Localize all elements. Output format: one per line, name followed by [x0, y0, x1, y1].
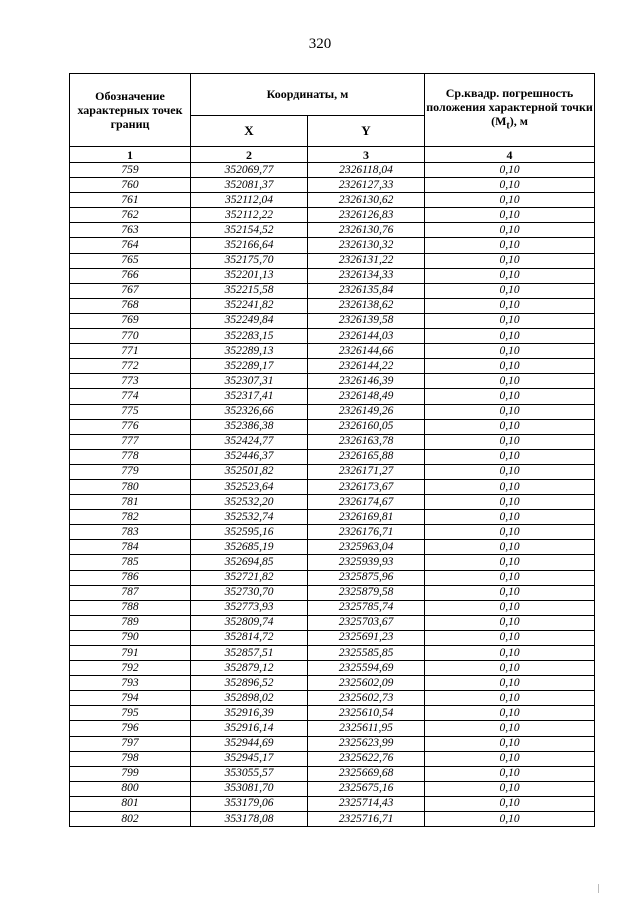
- table-row: [70, 615, 595, 630]
- table-row: [70, 268, 595, 283]
- point-id-cell: 793: [70, 676, 191, 691]
- point-id-cell: 789: [70, 615, 191, 630]
- table-row: [70, 736, 595, 751]
- y-coordinate-cell: 2325602,09: [308, 676, 425, 691]
- x-coordinate-cell: 352857,51: [191, 646, 308, 661]
- error-cell: 0,10: [425, 540, 595, 555]
- point-id-cell: 791: [70, 646, 191, 661]
- point-id-cell: 775: [70, 404, 191, 419]
- error-cell: 0,10: [425, 389, 595, 404]
- point-id-cell: 766: [70, 268, 191, 283]
- table-row: [70, 525, 595, 540]
- error-cell: 0,10: [425, 600, 595, 615]
- x-coordinate-cell: 352424,77: [191, 434, 308, 449]
- x-coordinate-cell: 352721,82: [191, 570, 308, 585]
- error-cell: 0,10: [425, 163, 595, 178]
- x-coordinate-cell: 352916,14: [191, 721, 308, 736]
- y-coordinate-cell: 2326130,32: [308, 238, 425, 253]
- y-coordinate-cell: 2325602,73: [308, 691, 425, 706]
- point-id-cell: 781: [70, 495, 191, 510]
- error-cell: 0,10: [425, 449, 595, 464]
- y-coordinate-cell: 2326146,39: [308, 374, 425, 389]
- error-cell: 0,10: [425, 630, 595, 645]
- point-id-cell: 795: [70, 706, 191, 721]
- error-cell: 0,10: [425, 268, 595, 283]
- point-id-cell: 764: [70, 238, 191, 253]
- table-row: [70, 178, 595, 193]
- y-coordinate-cell: 2325622,76: [308, 751, 425, 766]
- table-row: [70, 691, 595, 706]
- point-id-cell: 779: [70, 464, 191, 479]
- error-cell: 0,10: [425, 751, 595, 766]
- point-id-cell: 785: [70, 555, 191, 570]
- error-cell: 0,10: [425, 585, 595, 600]
- error-cell: 0,10: [425, 796, 595, 811]
- error-cell: 0,10: [425, 570, 595, 585]
- y-coordinate-cell: 2326118,04: [308, 163, 425, 178]
- table-row: [70, 570, 595, 585]
- x-coordinate-cell: 352595,16: [191, 525, 308, 540]
- error-cell: 0,10: [425, 313, 595, 328]
- error-cell: 0,10: [425, 510, 595, 525]
- error-cell: 0,10: [425, 736, 595, 751]
- point-id-cell: 782: [70, 510, 191, 525]
- x-coordinate-cell: 352944,69: [191, 736, 308, 751]
- error-cell: 0,10: [425, 661, 595, 676]
- point-id-cell: 800: [70, 781, 191, 796]
- y-coordinate-cell: 2326171,27: [308, 464, 425, 479]
- x-coordinate-cell: 352945,17: [191, 751, 308, 766]
- point-id-cell: 769: [70, 313, 191, 328]
- error-cell: 0,10: [425, 464, 595, 479]
- error-cell: 0,10: [425, 223, 595, 238]
- error-cell: 0,10: [425, 766, 595, 781]
- column-number-row: [70, 147, 595, 163]
- y-coordinate-cell: 2325669,68: [308, 766, 425, 781]
- table-row: [70, 434, 595, 449]
- table-row: [70, 781, 595, 796]
- table-row: [70, 359, 595, 374]
- error-cell: 0,10: [425, 495, 595, 510]
- scan-mark: [598, 884, 599, 893]
- y-coordinate-cell: 2326135,84: [308, 283, 425, 298]
- point-id-cell: 774: [70, 389, 191, 404]
- column-number: 2: [191, 147, 308, 163]
- x-coordinate-cell: 352501,82: [191, 464, 308, 479]
- x-coordinate-cell: 352215,58: [191, 283, 308, 298]
- x-coordinate-cell: 352069,77: [191, 163, 308, 178]
- header-error-suffix: ), м: [509, 114, 528, 129]
- y-coordinate-cell: 2326130,76: [308, 223, 425, 238]
- x-coordinate-cell: 352532,74: [191, 510, 308, 525]
- table-row: [70, 389, 595, 404]
- point-id-cell: 772: [70, 359, 191, 374]
- header-y: Y: [308, 115, 425, 146]
- point-id-cell: 792: [70, 661, 191, 676]
- y-coordinate-cell: 2326165,88: [308, 449, 425, 464]
- table-row: [70, 208, 595, 223]
- table-row: [70, 646, 595, 661]
- x-coordinate-cell: 352879,12: [191, 661, 308, 676]
- point-id-cell: 773: [70, 374, 191, 389]
- header-designation: Обозначение характерных точек границ: [70, 74, 191, 147]
- x-coordinate-cell: 352898,02: [191, 691, 308, 706]
- y-coordinate-cell: 2325875,96: [308, 570, 425, 585]
- y-coordinate-cell: 2325963,04: [308, 540, 425, 555]
- table-row: [70, 706, 595, 721]
- error-cell: 0,10: [425, 404, 595, 419]
- point-id-cell: 784: [70, 540, 191, 555]
- y-coordinate-cell: 2325714,43: [308, 796, 425, 811]
- y-coordinate-cell: 2325610,54: [308, 706, 425, 721]
- y-coordinate-cell: 2326174,67: [308, 495, 425, 510]
- column-number: 1: [70, 147, 191, 163]
- x-coordinate-cell: 352916,39: [191, 706, 308, 721]
- table-row: [70, 344, 595, 359]
- header-coordinates: Координаты, м: [191, 74, 425, 116]
- y-coordinate-cell: 2325785,74: [308, 600, 425, 615]
- y-coordinate-cell: 2326144,22: [308, 359, 425, 374]
- y-coordinate-cell: 2326173,67: [308, 479, 425, 494]
- y-coordinate-cell: 2325716,71: [308, 812, 425, 827]
- table-row: [70, 661, 595, 676]
- x-coordinate-cell: 352112,22: [191, 208, 308, 223]
- y-coordinate-cell: 2325611,95: [308, 721, 425, 736]
- y-coordinate-cell: 2326127,33: [308, 178, 425, 193]
- y-coordinate-cell: 2326163,78: [308, 434, 425, 449]
- page-number: 320: [308, 36, 332, 52]
- x-coordinate-cell: 352283,15: [191, 329, 308, 344]
- point-id-cell: 801: [70, 796, 191, 811]
- table-body: [70, 163, 595, 827]
- point-id-cell: 768: [70, 298, 191, 313]
- point-id-cell: 797: [70, 736, 191, 751]
- error-cell: 0,10: [425, 238, 595, 253]
- y-coordinate-cell: 2325691,23: [308, 630, 425, 645]
- error-cell: 0,10: [425, 178, 595, 193]
- table-row: [70, 812, 595, 827]
- y-coordinate-cell: 2326176,71: [308, 525, 425, 540]
- table-row: [70, 721, 595, 736]
- error-cell: 0,10: [425, 479, 595, 494]
- point-id-cell: 776: [70, 419, 191, 434]
- x-coordinate-cell: 353179,06: [191, 796, 308, 811]
- x-coordinate-cell: 352175,70: [191, 253, 308, 268]
- error-cell: 0,10: [425, 434, 595, 449]
- header-error: [425, 74, 595, 147]
- x-coordinate-cell: 352081,37: [191, 178, 308, 193]
- x-coordinate-cell: 352241,82: [191, 298, 308, 313]
- table-row: [70, 796, 595, 811]
- x-coordinate-cell: 352694,85: [191, 555, 308, 570]
- point-id-cell: 794: [70, 691, 191, 706]
- error-cell: 0,10: [425, 419, 595, 434]
- table-row: [70, 479, 595, 494]
- y-coordinate-cell: 2326131,22: [308, 253, 425, 268]
- point-id-cell: 787: [70, 585, 191, 600]
- x-coordinate-cell: 352730,70: [191, 585, 308, 600]
- error-cell: 0,10: [425, 253, 595, 268]
- error-cell: 0,10: [425, 781, 595, 796]
- x-coordinate-cell: 352289,17: [191, 359, 308, 374]
- error-cell: 0,10: [425, 193, 595, 208]
- error-cell: 0,10: [425, 329, 595, 344]
- error-cell: 0,10: [425, 374, 595, 389]
- x-coordinate-cell: 353081,70: [191, 781, 308, 796]
- x-coordinate-cell: 352896,52: [191, 676, 308, 691]
- point-id-cell: 786: [70, 570, 191, 585]
- point-id-cell: 783: [70, 525, 191, 540]
- y-coordinate-cell: 2326169,81: [308, 510, 425, 525]
- table-row: [70, 329, 595, 344]
- y-coordinate-cell: 2326148,49: [308, 389, 425, 404]
- error-cell: 0,10: [425, 646, 595, 661]
- x-coordinate-cell: 353178,08: [191, 812, 308, 827]
- table-row: [70, 464, 595, 479]
- x-coordinate-cell: 352446,37: [191, 449, 308, 464]
- error-cell: 0,10: [425, 208, 595, 223]
- y-coordinate-cell: 2325703,67: [308, 615, 425, 630]
- point-id-cell: 760: [70, 178, 191, 193]
- point-id-cell: 788: [70, 600, 191, 615]
- table-row: [70, 298, 595, 313]
- point-id-cell: 796: [70, 721, 191, 736]
- y-coordinate-cell: 2326126,83: [308, 208, 425, 223]
- table-row: [70, 585, 595, 600]
- header-error-subscript: t: [506, 120, 510, 132]
- error-cell: 0,10: [425, 525, 595, 540]
- table-row: [70, 510, 595, 525]
- y-coordinate-cell: 2325585,85: [308, 646, 425, 661]
- point-id-cell: 798: [70, 751, 191, 766]
- x-coordinate-cell: 352532,20: [191, 495, 308, 510]
- y-coordinate-cell: 2326139,58: [308, 313, 425, 328]
- error-cell: 0,10: [425, 344, 595, 359]
- x-coordinate-cell: 352317,41: [191, 389, 308, 404]
- error-cell: 0,10: [425, 283, 595, 298]
- point-id-cell: 763: [70, 223, 191, 238]
- y-coordinate-cell: 2326134,33: [308, 268, 425, 283]
- table-row: [70, 495, 595, 510]
- coordinates-table: [69, 73, 595, 827]
- x-coordinate-cell: 352249,84: [191, 313, 308, 328]
- error-cell: 0,10: [425, 721, 595, 736]
- x-coordinate-cell: 352326,66: [191, 404, 308, 419]
- header-x: X: [191, 115, 308, 146]
- point-id-cell: 778: [70, 449, 191, 464]
- y-coordinate-cell: 2325879,58: [308, 585, 425, 600]
- y-coordinate-cell: 2326144,66: [308, 344, 425, 359]
- point-id-cell: 802: [70, 812, 191, 827]
- table-row: [70, 193, 595, 208]
- x-coordinate-cell: 353055,57: [191, 766, 308, 781]
- y-coordinate-cell: 2325939,93: [308, 555, 425, 570]
- table-row: [70, 283, 595, 298]
- x-coordinate-cell: 352386,38: [191, 419, 308, 434]
- header-error-prefix: Ср.квадр. погрешность положения характерной точки (M: [426, 86, 593, 129]
- point-id-cell: 770: [70, 329, 191, 344]
- point-id-cell: 771: [70, 344, 191, 359]
- y-coordinate-cell: 2325594,69: [308, 661, 425, 676]
- x-coordinate-cell: 352307,31: [191, 374, 308, 389]
- table-row: [70, 238, 595, 253]
- table-row: [70, 555, 595, 570]
- column-number: 3: [308, 147, 425, 163]
- table-row: [70, 449, 595, 464]
- table-row: [70, 766, 595, 781]
- error-cell: 0,10: [425, 615, 595, 630]
- x-coordinate-cell: 352685,19: [191, 540, 308, 555]
- point-id-cell: 780: [70, 479, 191, 494]
- table-row: [70, 540, 595, 555]
- x-coordinate-cell: 352112,04: [191, 193, 308, 208]
- table-row: [70, 223, 595, 238]
- table-row: [70, 374, 595, 389]
- x-coordinate-cell: 352773,93: [191, 600, 308, 615]
- table-row: [70, 600, 595, 615]
- x-coordinate-cell: 352289,13: [191, 344, 308, 359]
- point-id-cell: 767: [70, 283, 191, 298]
- error-cell: 0,10: [425, 691, 595, 706]
- table-row: [70, 404, 595, 419]
- table-row: [70, 419, 595, 434]
- column-number: 4: [425, 147, 595, 163]
- point-id-cell: 759: [70, 163, 191, 178]
- point-id-cell: 777: [70, 434, 191, 449]
- point-id-cell: 761: [70, 193, 191, 208]
- error-cell: 0,10: [425, 676, 595, 691]
- x-coordinate-cell: 352814,72: [191, 630, 308, 645]
- table-row: [70, 313, 595, 328]
- point-id-cell: 790: [70, 630, 191, 645]
- point-id-cell: 762: [70, 208, 191, 223]
- x-coordinate-cell: 352154,52: [191, 223, 308, 238]
- table-row: [70, 253, 595, 268]
- y-coordinate-cell: 2326160,05: [308, 419, 425, 434]
- error-cell: 0,10: [425, 359, 595, 374]
- x-coordinate-cell: 352201,13: [191, 268, 308, 283]
- y-coordinate-cell: 2326149,26: [308, 404, 425, 419]
- y-coordinate-cell: 2325675,16: [308, 781, 425, 796]
- error-cell: 0,10: [425, 812, 595, 827]
- error-cell: 0,10: [425, 555, 595, 570]
- point-id-cell: 765: [70, 253, 191, 268]
- table-row: [70, 751, 595, 766]
- point-id-cell: 799: [70, 766, 191, 781]
- table-row: [70, 676, 595, 691]
- x-coordinate-cell: 352166,64: [191, 238, 308, 253]
- error-cell: 0,10: [425, 298, 595, 313]
- y-coordinate-cell: 2325623,99: [308, 736, 425, 751]
- table-row: [70, 630, 595, 645]
- y-coordinate-cell: 2326130,62: [308, 193, 425, 208]
- y-coordinate-cell: 2326138,62: [308, 298, 425, 313]
- x-coordinate-cell: 352809,74: [191, 615, 308, 630]
- error-cell: 0,10: [425, 706, 595, 721]
- x-coordinate-cell: 352523,64: [191, 479, 308, 494]
- table-row: [70, 163, 595, 178]
- y-coordinate-cell: 2326144,03: [308, 329, 425, 344]
